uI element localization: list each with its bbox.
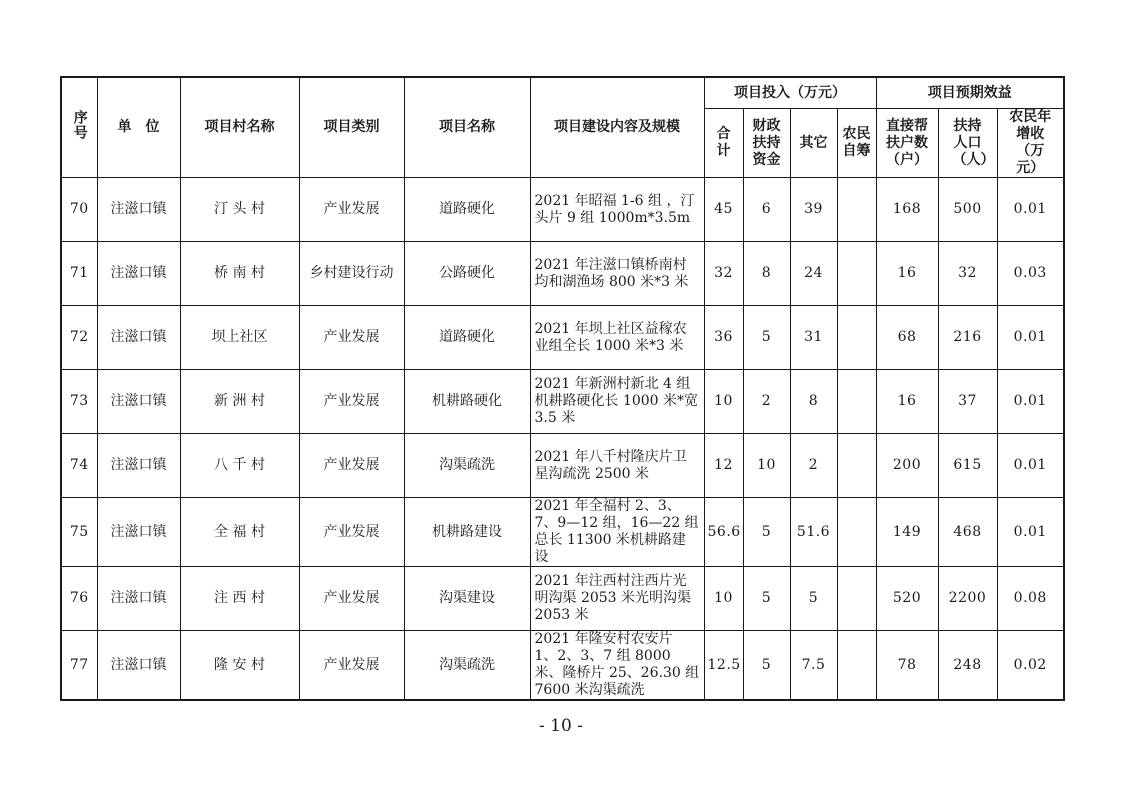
cell-farmer	[837, 306, 876, 370]
cell-income: 0.01	[997, 498, 1064, 567]
cell-unit: 注滋口镇	[97, 242, 180, 306]
table-row	[61, 434, 1064, 498]
cell-project-name: 道路硬化	[404, 178, 530, 242]
cell-seq: 76	[61, 567, 97, 631]
cell-project-name: 机耕路建设	[404, 498, 530, 567]
cell-village: 八 千 村	[180, 434, 299, 498]
cell-other: 31	[790, 306, 837, 370]
header-investment-fiscal-label: 财政扶持资金	[752, 117, 781, 168]
cell-total: 10	[704, 567, 743, 631]
cell-fiscal: 5	[743, 306, 790, 370]
cell-other: 8	[790, 370, 837, 434]
header-project-name: 项目名称	[404, 77, 530, 178]
table-row	[61, 567, 1064, 631]
cell-fiscal: 5	[743, 631, 790, 701]
cell-people: 615	[938, 434, 997, 498]
cell-households: 168	[876, 178, 938, 242]
cell-seq: 71	[61, 242, 97, 306]
cell-total: 32	[704, 242, 743, 306]
cell-total: 36	[704, 306, 743, 370]
cell-village: 坝上社区	[180, 306, 299, 370]
cell-income: 0.01	[997, 178, 1064, 242]
cell-project-name: 机耕路硬化	[404, 370, 530, 434]
page-number: - 10 -	[539, 716, 583, 736]
table-header	[61, 77, 1064, 178]
header-benefit-income	[997, 109, 1064, 178]
cell-category: 产业发展	[299, 498, 404, 567]
header-village: 项目村名称	[180, 77, 299, 178]
cell-households: 16	[876, 242, 938, 306]
cell-other: 51.6	[790, 498, 837, 567]
table-row	[61, 306, 1064, 370]
cell-project-name: 沟渠建设	[404, 567, 530, 631]
cell-project-name: 公路硬化	[404, 242, 530, 306]
cell-category: 产业发展	[299, 178, 404, 242]
cell-project-name: 道路硬化	[404, 306, 530, 370]
header-investment-fiscal	[743, 109, 790, 178]
cell-unit: 注滋口镇	[97, 370, 180, 434]
cell-other: 2	[790, 434, 837, 498]
cell-other: 7.5	[790, 631, 837, 701]
header-investment-farmer-label: 农民自筹	[842, 126, 871, 159]
header-investment: 项目投入（万元）	[704, 77, 876, 109]
header-investment-total-label: 合计	[716, 126, 731, 159]
table-row	[61, 631, 1064, 701]
cell-people: 2200	[938, 567, 997, 631]
cell-fiscal: 5	[743, 567, 790, 631]
cell-seq: 73	[61, 370, 97, 434]
cell-village: 注 西 村	[180, 567, 299, 631]
cell-people: 468	[938, 498, 997, 567]
cell-total: 12.5	[704, 631, 743, 701]
cell-unit: 注滋口镇	[97, 567, 180, 631]
cell-fiscal: 8	[743, 242, 790, 306]
cell-other: 5	[790, 567, 837, 631]
cell-unit: 注滋口镇	[97, 631, 180, 701]
header-benefit-households	[876, 109, 938, 178]
table-row	[61, 178, 1064, 242]
table-body	[61, 178, 1064, 701]
cell-project-name: 沟渠疏洗	[404, 434, 530, 498]
cell-farmer	[837, 242, 876, 306]
cell-households: 149	[876, 498, 938, 567]
cell-content: 2021 年注滋口镇桥南村均和湖渔场 800 米*3 米	[530, 242, 704, 306]
cell-category: 产业发展	[299, 567, 404, 631]
header-seq-label: 序号	[71, 110, 88, 140]
cell-households: 200	[876, 434, 938, 498]
cell-category: 产业发展	[299, 370, 404, 434]
cell-content: 2021 年新洲村新北 4 组机耕路硬化长 1000 米*宽 3.5 米	[530, 370, 704, 434]
cell-income: 0.08	[997, 567, 1064, 631]
cell-total: 12	[704, 434, 743, 498]
cell-village: 桥 南 村	[180, 242, 299, 306]
header-investment-total	[704, 109, 743, 178]
cell-unit: 注滋口镇	[97, 498, 180, 567]
header-investment-farmer	[837, 109, 876, 178]
cell-seq: 74	[61, 434, 97, 498]
table-row	[61, 370, 1064, 434]
cell-people: 37	[938, 370, 997, 434]
cell-category: 产业发展	[299, 434, 404, 498]
header-benefit-households-label: 直接帮扶户数（户）	[886, 117, 928, 168]
header-benefit: 项目预期效益	[876, 77, 1064, 109]
cell-farmer	[837, 178, 876, 242]
cell-farmer	[837, 434, 876, 498]
cell-fiscal: 2	[743, 370, 790, 434]
cell-village: 隆 安 村	[180, 631, 299, 701]
cell-unit: 注滋口镇	[97, 306, 180, 370]
cell-content: 2021 年全福村 2、3、7、9—12 组，16—22 组总长 11300 米机耕路建设	[530, 498, 704, 567]
cell-people: 248	[938, 631, 997, 701]
cell-income: 0.01	[997, 370, 1064, 434]
cell-total: 45	[704, 178, 743, 242]
cell-content: 2021 年隆安村农安片 1、2、3、7 组 8000 米、隆桥片 25、26.30 组 7600 米沟渠疏洗	[530, 631, 704, 701]
cell-income: 0.02	[997, 631, 1064, 701]
header-seq	[61, 77, 97, 178]
cell-people: 500	[938, 178, 997, 242]
project-table	[60, 76, 1065, 701]
header-unit: 单 位	[97, 77, 180, 178]
cell-other: 24	[790, 242, 837, 306]
cell-unit: 注滋口镇	[97, 178, 180, 242]
cell-seq: 70	[61, 178, 97, 242]
cell-unit: 注滋口镇	[97, 434, 180, 498]
cell-households: 520	[876, 567, 938, 631]
cell-village: 全 福 村	[180, 498, 299, 567]
cell-fiscal: 6	[743, 178, 790, 242]
cell-farmer	[837, 370, 876, 434]
cell-households: 16	[876, 370, 938, 434]
cell-content: 2021 年昭福 1-6 组 ，汀头片 9 组 1000m*3.5m	[530, 178, 704, 242]
cell-people: 32	[938, 242, 997, 306]
header-benefit-income-label: 农民年增收（万元）	[1009, 109, 1052, 176]
cell-people: 216	[938, 306, 997, 370]
cell-fiscal: 5	[743, 498, 790, 567]
cell-project-name: 沟渠疏洗	[404, 631, 530, 701]
cell-seq: 77	[61, 631, 97, 701]
cell-category: 产业发展	[299, 306, 404, 370]
cell-households: 78	[876, 631, 938, 701]
cell-village: 新 洲 村	[180, 370, 299, 434]
cell-other: 39	[790, 178, 837, 242]
header-content: 项目建设内容及规模	[530, 77, 704, 178]
header-category: 项目类别	[299, 77, 404, 178]
table-row	[61, 242, 1064, 306]
cell-seq: 72	[61, 306, 97, 370]
header-benefit-people	[938, 109, 997, 178]
cell-category: 产业发展	[299, 631, 404, 701]
cell-content: 2021 年坝上社区益稼农业组全长 1000 米*3 米	[530, 306, 704, 370]
cell-fiscal: 10	[743, 434, 790, 498]
header-investment-other: 其它	[790, 109, 837, 178]
cell-farmer	[837, 498, 876, 567]
cell-income: 0.01	[997, 306, 1064, 370]
cell-category: 乡村建设行动	[299, 242, 404, 306]
cell-content: 2021 年注西村注西片光明沟渠 2053 米光明沟渠 2053 米	[530, 567, 704, 631]
cell-total: 56.6	[704, 498, 743, 567]
header-benefit-people-label: 扶持人口（人）	[952, 117, 995, 168]
cell-village: 汀 头 村	[180, 178, 299, 242]
cell-farmer	[837, 631, 876, 701]
cell-households: 68	[876, 306, 938, 370]
cell-total: 10	[704, 370, 743, 434]
cell-farmer	[837, 567, 876, 631]
cell-content: 2021 年八千村隆庆片卫星沟疏洗 2500 米	[530, 434, 704, 498]
cell-income: 0.03	[997, 242, 1064, 306]
cell-income: 0.01	[997, 434, 1064, 498]
table-row	[61, 498, 1064, 567]
cell-seq: 75	[61, 498, 97, 567]
